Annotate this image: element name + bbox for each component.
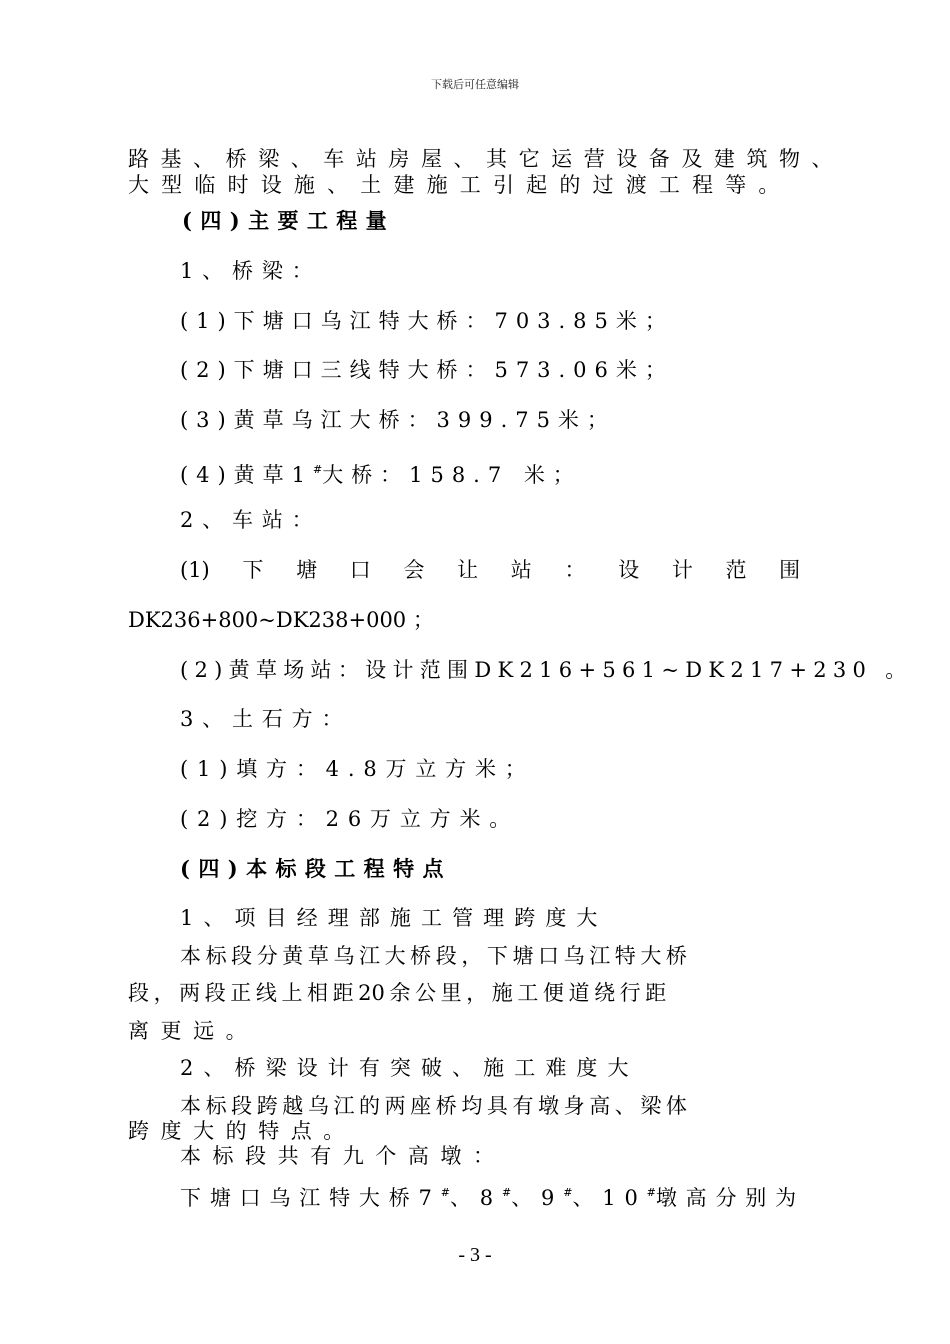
earthwork-item-2: (2)挖方：26万立方米。 [180,807,520,831]
feature2-line4-part2: 、8 [449,1186,502,1210]
feature2-line3: 本标段共有九个高墩： [180,1144,506,1168]
feature2-line4-part4: 、10 [572,1186,647,1210]
feature2-line4-part1: 下塘口乌江特大桥7 [180,1186,441,1210]
feature2-line4-part5: 墩高分别为 [655,1186,805,1210]
feature1-line2: 段 ， 两 段 正 线 上 相 距 20 余 公 里 ， 施 工 便 道 绕 行 距 [128,981,667,1005]
feature2-line4-sup3: # [563,1186,573,1199]
stations-heading: 2、车站： [180,508,322,532]
bridge-item-3: (3)黄草乌江大桥：399.75米； [180,408,616,432]
feature2-line4-part3: 、9 [511,1186,564,1210]
station-item-1-line2: DK236+800~DK238+000 ； [128,608,434,632]
section4-title: (四)主要工程量 [182,208,396,233]
bridge-item-1: (1)下塘口乌江特大桥：703.85米； [180,309,674,333]
feature1-line1: 本 标 段 分 黄 草 乌 江 大 桥 段 ， 下 塘 口 乌 江 特 大 桥 [180,944,687,968]
feature2-heading: 2、桥梁设计有突破、施工难度大 [180,1056,639,1080]
page-header: 下载后可任意编辑 [431,78,519,91]
station-item-1-line1: (1) 下 塘 口 会 让 站 ： 设 计 范 围 [180,558,801,582]
bridge-item-4-sup: # [313,463,323,476]
para1-line2: 大型临时设施、土建施工引起的过渡工程等。 [128,173,792,197]
feature2-line4-sup1: # [440,1186,450,1199]
feature1-heading: 1、项目经理部施工管理跨度大 [180,906,608,930]
earthwork-item-1: (1)填方：4.8万立方米； [180,757,535,781]
bridges-heading: 1、桥梁： [180,259,322,283]
feature2-line4-sup4: # [646,1186,656,1199]
bridge-item-4-post: 大桥：158.7 米； [322,463,582,487]
earthwork-heading: 3、土石方： [180,707,352,731]
bridge-item-4 [180,457,582,488]
feature2-line4 [180,1180,805,1211]
features-title: (四)本标段工程特点 [180,856,452,881]
page-number: - 3 - [458,1244,492,1266]
bridge-item-2: (2)下塘口三线特大桥：573.06米； [180,358,674,382]
feature2-line4-sup2: # [501,1186,512,1199]
bridge-item-4-pre: (4)黄草1 [180,463,313,487]
station-item-2: (2)黄草场站：设计范围DK216+561~DK217+230 。 [180,658,913,682]
feature2-line2: 跨度大的特点。 [128,1119,356,1143]
feature1-line3: 离更远。 [128,1019,259,1043]
para1-line1: 路基、桥梁、车站房屋、其它运营设备及建筑物、 [128,147,845,171]
feature2-line1: 本 标 段 跨 越 乌 江 的 两 座 桥 均 具 有 墩 身 高 、 梁 体 [180,1094,687,1118]
